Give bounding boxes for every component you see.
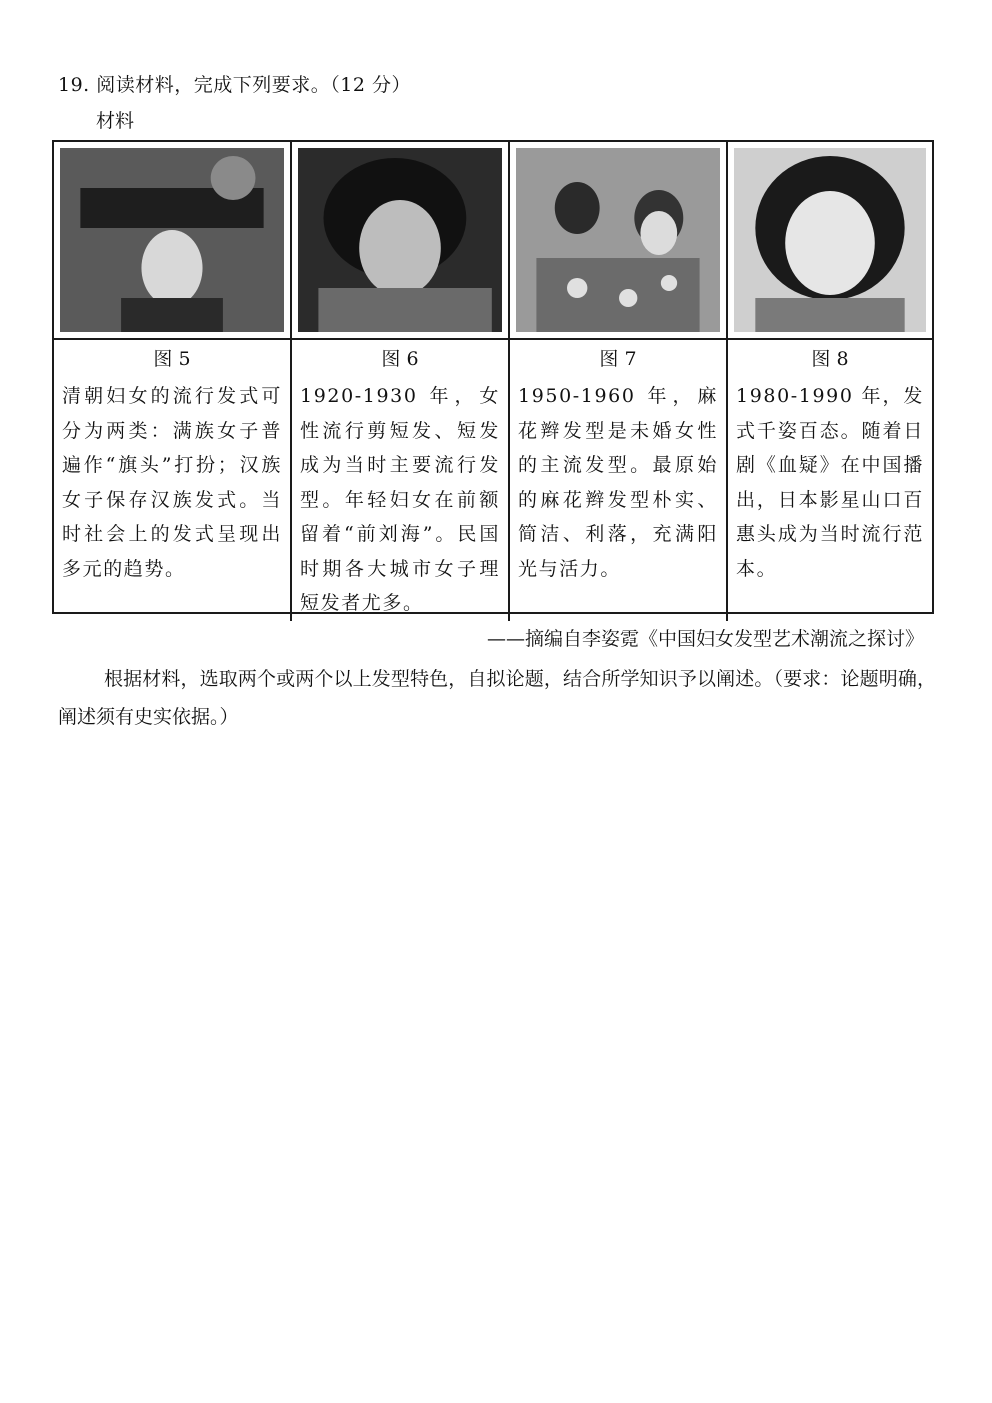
question-prompt: 根据材料，选取两个或两个以上发型特色，自拟论题，结合所学知识予以阐述。（要求：论题明确，阐述须有史实依据。） xyxy=(58,668,936,728)
figure-description: 1920-1930 年，女性流行剪短发、短发成为当时主要流行发型。年轻妇女在前额留着“前刘海”。民国时期各大城市女子理短发者尤多。 xyxy=(300,385,500,614)
portrait-photo-qing-woman xyxy=(60,148,284,332)
photo-cell-fig5 xyxy=(54,142,292,340)
source-citation: ——摘编自李姿霓《中国妇女发型艺术潮流之探讨》 xyxy=(486,628,924,650)
portrait-photo-braids xyxy=(516,148,720,332)
text-cell-fig7 xyxy=(510,340,728,621)
photo-cell-fig8 xyxy=(728,142,932,340)
figure-description: 清朝妇女的流行发式可分为两类：满族女子普遍作“旗头”打扮；汉族女子保存汉族发式。当时社会上的发式呈现出多元的趋势。 xyxy=(62,385,282,580)
material-label: 材料 xyxy=(96,110,135,132)
figure-label: 图 5 xyxy=(153,348,191,370)
portrait-photo-1980s xyxy=(734,148,926,332)
material-table xyxy=(52,140,934,614)
text-cell-fig5 xyxy=(54,340,292,621)
text-cell-fig6 xyxy=(292,340,510,621)
text-cell-fig8 xyxy=(728,340,932,621)
figure-description: 1950-1960 年，麻花辫发型是未婚女性的主流发型。最原始的麻花辫发型朴实、简洁、利落，充满阳光与活力。 xyxy=(518,385,718,580)
figure-label: 图 7 xyxy=(599,348,637,370)
question-title: 19. 阅读材料，完成下列要求。（12 分） xyxy=(58,74,411,96)
photo-cell-fig7 xyxy=(510,142,728,340)
figure-label: 图 6 xyxy=(381,348,419,370)
figure-label: 图 8 xyxy=(811,348,849,370)
figure-description: 1980-1990 年，发式千姿百态。随着日剧《血疑》在中国播出，日本影星山口百惠头成为当时流行范本。 xyxy=(736,385,924,580)
portrait-photo-short-hair xyxy=(298,148,502,332)
photo-cell-fig6 xyxy=(292,142,510,340)
